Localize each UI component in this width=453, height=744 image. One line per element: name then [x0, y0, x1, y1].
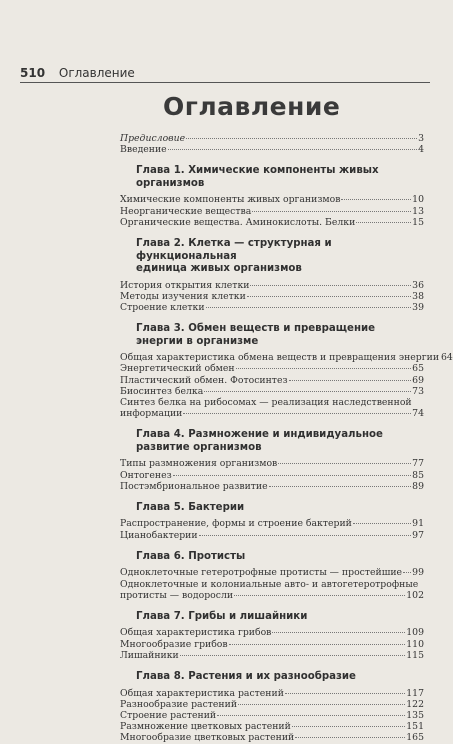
toc-entry-title: Синтез белка на рибосомах — реализация наследственной: [120, 396, 412, 408]
dot-leader: [217, 715, 405, 716]
toc-entry-title: Многообразие цветковых растений: [120, 732, 295, 744]
dot-leader: [247, 296, 411, 297]
running-head-section: Оглавление: [58, 66, 135, 80]
toc-entry-title: Размножение цветковых растений: [120, 721, 291, 733]
toc-entry-title: Биосинтез белка: [120, 385, 204, 397]
dot-leader: [403, 572, 411, 573]
toc-entry-page: 73: [412, 385, 424, 397]
toc-entry-page: 151: [406, 721, 424, 733]
dot-leader: [186, 138, 417, 139]
toc-entry-page: 39: [412, 301, 424, 313]
toc-entry-title: Химические компоненты живых организмов: [120, 194, 341, 206]
toc-entry[interactable]: [120, 639, 424, 650]
toc-entry-title: Онтогенез: [120, 469, 172, 481]
chapter-heading-line: единица живых организмов: [136, 263, 302, 275]
toc-entry-page: 10: [412, 194, 424, 206]
dot-leader: [229, 644, 406, 645]
table-of-contents: [120, 133, 453, 744]
toc-entry-page: 69: [412, 374, 424, 386]
chapter-heading: [136, 238, 424, 276]
dot-leader: [183, 413, 411, 414]
toc-entry[interactable]: [120, 291, 424, 302]
dot-leader: [236, 368, 412, 369]
toc-entry-title: Многообразие грибов: [120, 638, 228, 650]
dot-leader: [269, 486, 412, 487]
dot-leader: [356, 222, 411, 223]
toc-entry[interactable]: [120, 518, 424, 529]
toc-entry-title: История открытия клетки: [120, 279, 250, 291]
chapter-heading-line: Глава 4. Размножение и индивидуальное: [136, 429, 383, 441]
dot-leader: [206, 307, 412, 308]
toc-entry-page: 85: [412, 469, 424, 481]
toc-entry-title: Предисловие: [120, 133, 186, 144]
toc-entry-continuation: [120, 408, 424, 419]
toc-entry[interactable]: [120, 579, 424, 601]
chapter-heading-line: Глава 6. Протисты: [136, 550, 246, 562]
dot-leader: [238, 704, 405, 705]
toc-entry-title: Строение растений: [120, 709, 217, 721]
toc-entry-title-cont: протисты — водоросли: [120, 589, 234, 601]
toc-entry-page: 165: [406, 732, 424, 744]
toc-entry-title: Постэмбриональное развитие: [120, 480, 268, 492]
toc-entry-title: Пластический обмен. Фотосинтез: [120, 374, 288, 386]
dot-leader: [292, 726, 405, 727]
toc-entry[interactable]: [120, 217, 424, 228]
toc-entry[interactable]: [120, 363, 424, 374]
toc-entry-page: 36: [412, 279, 424, 291]
toc-entry[interactable]: [120, 302, 424, 313]
toc-entry-page: 38: [412, 290, 424, 302]
chapter-heading-line: Глава 3. Обмен веществ и превращение: [136, 323, 376, 335]
toc-entry[interactable]: [120, 530, 424, 541]
toc-entry-title: Введение: [120, 144, 167, 156]
toc-entry-title-cont: информации: [120, 408, 183, 420]
toc-entry-title: Одноклеточные и колониальные авто- и автогетеротрофные: [120, 578, 419, 590]
dot-leader: [341, 199, 411, 200]
toc-entry[interactable]: [120, 386, 424, 397]
dot-leader: [353, 523, 411, 524]
toc-entry[interactable]: [120, 352, 453, 364]
toc-entry-title: Лишайники: [120, 649, 179, 661]
toc-entry[interactable]: [120, 470, 424, 481]
toc-entry-page: 64: [441, 352, 453, 364]
toc-entry-page: 77: [412, 458, 424, 470]
toc-entry[interactable]: [120, 194, 424, 205]
dot-leader: [285, 693, 405, 694]
toc-entry-title: Одноклеточные гетеротрофные протисты — простейшие: [120, 567, 403, 579]
toc-entry[interactable]: [120, 721, 424, 732]
toc-entry[interactable]: [120, 144, 424, 155]
chapter-heading: [136, 502, 424, 515]
toc-entry[interactable]: [120, 206, 424, 217]
toc-entry[interactable]: [120, 375, 424, 386]
page-number: 510: [20, 66, 46, 80]
toc-entry-title: Цианобактерии: [120, 529, 198, 541]
dot-leader: [252, 211, 411, 212]
toc-entry-title: Неорганические вещества: [120, 205, 252, 217]
toc-entry-page: 74: [412, 408, 424, 420]
toc-entry-page: 15: [412, 216, 424, 228]
toc-entry-page: 109: [406, 627, 424, 639]
toc-entry[interactable]: [120, 732, 424, 743]
toc-entry-title: Общая характеристика растений: [120, 687, 284, 699]
toc-entry[interactable]: [120, 650, 424, 661]
toc-entry[interactable]: [120, 710, 424, 721]
toc-entry-page: 122: [406, 698, 424, 710]
chapter-heading: [136, 671, 424, 684]
dot-leader: [173, 475, 411, 476]
toc-entry[interactable]: [120, 688, 424, 699]
toc-entry-title: Органические вещества. Аминокислоты. Белки: [120, 216, 356, 228]
toc-entry-title: Разнообразие растений: [120, 698, 238, 710]
chapter-heading-line: Глава 5. Бактерии: [136, 501, 245, 513]
toc-entry-title: Строение клетки: [120, 301, 205, 313]
toc-entry[interactable]: [120, 280, 424, 291]
toc-entry-page: 117: [406, 687, 424, 699]
chapter-heading-line: Глава 1. Химические компоненты живых организмов: [136, 165, 379, 189]
toc-entry-page: 102: [406, 589, 424, 601]
chapter-heading: [136, 429, 424, 454]
dot-leader: [199, 535, 412, 536]
toc-entry-page: 99: [412, 567, 424, 579]
toc-entry-page: 4: [418, 144, 424, 156]
toc-entry[interactable]: [120, 627, 424, 638]
toc-entry-page: 135: [406, 709, 424, 721]
toc-entry-title: Общая характеристика грибов: [120, 627, 272, 639]
chapter-heading: [136, 611, 424, 624]
dot-leader: [272, 632, 405, 633]
toc-entry-page: 97: [412, 529, 424, 541]
toc-entry-page: 110: [406, 638, 424, 650]
toc-entry-page: 91: [412, 518, 424, 530]
toc-entry[interactable]: [120, 567, 424, 578]
running-head: [20, 66, 135, 80]
toc-entry[interactable]: [120, 458, 424, 469]
chapter-heading: [136, 323, 424, 348]
chapter-heading-line: Глава 8. Растения и их разнообразие: [136, 671, 356, 683]
toc-entry-page: 115: [406, 649, 424, 661]
toc-entry-page: 65: [412, 363, 424, 375]
toc-entry[interactable]: [120, 481, 424, 492]
chapter-heading-line: Глава 2. Клетка — структурная и функциональная: [136, 238, 332, 262]
dot-leader: [295, 737, 405, 738]
toc-entry-title: Энергетический обмен: [120, 363, 235, 375]
chapter-heading: [136, 551, 424, 564]
dot-leader: [289, 380, 412, 381]
header-rule: [20, 82, 430, 83]
page-title: Оглавление: [163, 92, 341, 121]
chapter-heading-line: Глава 7. Грибы и лишайники: [136, 610, 308, 622]
toc-entry-page: 89: [412, 480, 424, 492]
chapter-heading-line: развитие организмов: [136, 441, 262, 453]
toc-entry-title: Методы изучения клетки: [120, 290, 246, 302]
chapter-heading: [136, 165, 424, 190]
toc-entry-continuation: [120, 590, 424, 601]
toc-entry[interactable]: [120, 133, 424, 144]
dot-leader: [168, 149, 417, 150]
toc-entry[interactable]: [120, 699, 424, 710]
chapter-heading-line: энергии в организме: [136, 335, 259, 347]
dot-leader: [180, 655, 406, 656]
dot-leader: [234, 595, 405, 596]
dot-leader: [250, 285, 411, 286]
toc-entry-page: 13: [412, 205, 424, 217]
dot-leader: [204, 391, 411, 392]
toc-entry-page: 3: [418, 133, 424, 144]
toc-entry-title: Типы размножения организмов: [120, 458, 278, 470]
dot-leader: [278, 463, 411, 464]
toc-entry-title: Распространение, формы и строение бактерий: [120, 518, 352, 530]
toc-entry-title: Общая характеристика обмена веществ и превращения энергии: [120, 352, 440, 364]
toc-entry[interactable]: [120, 397, 424, 419]
